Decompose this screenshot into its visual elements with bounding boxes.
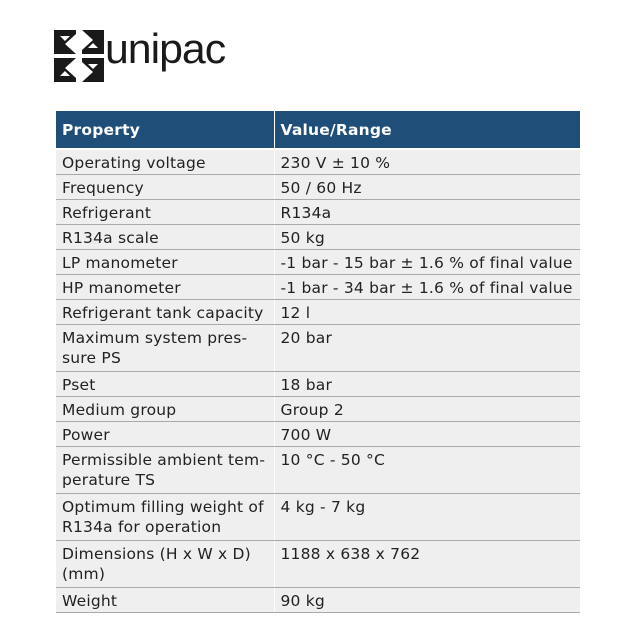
value-cell: -1 bar - 15 bar ± 1.6 % of final value (274, 250, 580, 275)
table-row (56, 275, 580, 300)
brand-logo (54, 25, 226, 82)
property-cell: Optimum filling weight of R134a for operation (56, 494, 274, 541)
property-cell: Operating voltage (56, 149, 274, 175)
property-cell: LP manometer (56, 250, 274, 275)
property-cell: Permissible ambient tem-perature TS (56, 447, 274, 494)
property-cell: Pset (56, 372, 274, 397)
table-row (56, 175, 580, 200)
table-row (56, 397, 580, 422)
property-cell: Refrigerant tank capacity (56, 300, 274, 325)
value-cell: 230 V ± 10 % (274, 149, 580, 175)
property-cell: R134a scale (56, 225, 274, 250)
property-cell: Medium group (56, 397, 274, 422)
value-cell: 50 kg (274, 225, 580, 250)
brand-name: unipac (105, 25, 226, 72)
value-cell: 20 bar (274, 325, 580, 372)
table-row (56, 325, 580, 372)
value-cell: Group 2 (274, 397, 580, 422)
value-cell: 12 l (274, 300, 580, 325)
unipac-logo-icon (54, 30, 104, 82)
table-row (56, 372, 580, 397)
property-cell: Dimensions (H x W x D) (mm) (56, 541, 274, 588)
table-row (56, 422, 580, 447)
table-row (56, 250, 580, 275)
value-cell: 4 kg - 7 kg (274, 494, 580, 541)
header-value: Value/Range (274, 111, 580, 149)
table-row (56, 225, 580, 250)
value-cell: R134a (274, 200, 580, 225)
property-cell: Maximum system pres-sure PS (56, 325, 274, 372)
table-header-row (56, 111, 580, 149)
property-cell: Weight (56, 588, 274, 613)
specification-table (56, 111, 580, 613)
property-cell: Power (56, 422, 274, 447)
value-cell: 50 / 60 Hz (274, 175, 580, 200)
value-cell: -1 bar - 34 bar ± 1.6 % of final value (274, 275, 580, 300)
table-row (56, 149, 580, 175)
table-row (56, 588, 580, 613)
table-row (56, 447, 580, 494)
value-cell: 700 W (274, 422, 580, 447)
property-cell: Frequency (56, 175, 274, 200)
value-cell: 1188 x 638 x 762 (274, 541, 580, 588)
table-row (56, 541, 580, 588)
table-row (56, 300, 580, 325)
value-cell: 10 °C - 50 °C (274, 447, 580, 494)
value-cell: 90 kg (274, 588, 580, 613)
table-row (56, 494, 580, 541)
header-property: Property (56, 111, 274, 149)
property-cell: Refrigerant (56, 200, 274, 225)
value-cell: 18 bar (274, 372, 580, 397)
property-cell: HP manometer (56, 275, 274, 300)
table-row (56, 200, 580, 225)
